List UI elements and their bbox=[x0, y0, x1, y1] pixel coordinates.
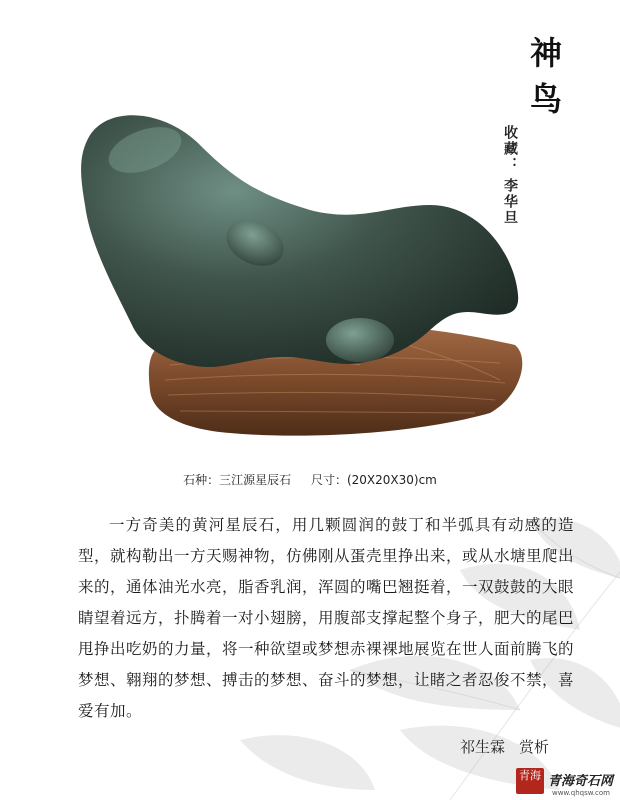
stone-size: 尺寸：(20X20X30)cm bbox=[310, 473, 437, 487]
description-text: 一方奇美的黄河星辰石，用几颗圆润的鼓丁和半弧具有动感的造型，就构勒出一方天赐神物，仿佛刚从蛋壳里挣出来，或从水塘里爬出来的，通体油光水亮，脂香乳润，浑圆的嘴巴翘挺着，一双鼓鼓的大眼睛望着远方，扑腾着一对小翅膀，用腹部支撑起整个身子，肥大的尾巴甩挣出吃奶的力量，将一种欲望或梦想赤裸裸地展览在世人面前腾飞的梦想、翱翔的梦想、搏击的梦想、奋斗的梦想，让睹之者忍俊不禁，喜爱有加。 bbox=[78, 516, 575, 720]
stone-caption bbox=[0, 471, 620, 488]
appraiser-name: 祁生霖 bbox=[460, 738, 506, 756]
appraiser-role: 赏析 bbox=[519, 738, 550, 756]
stone-belly-bump bbox=[326, 318, 394, 362]
site-logo-text: 青海奇石网 bbox=[548, 774, 614, 789]
seal-stamp: 青海 bbox=[516, 768, 544, 794]
site-url: www.qhqsw.com bbox=[552, 789, 610, 797]
stone-type: 石种：三江源星辰石 bbox=[183, 473, 292, 487]
stone-photo bbox=[60, 95, 540, 455]
appraiser-signature bbox=[460, 736, 549, 757]
page-title: 神鸟 bbox=[525, 36, 563, 128]
collector-name: 李华旦 bbox=[502, 178, 518, 226]
collector-label: 收藏： bbox=[502, 125, 518, 173]
